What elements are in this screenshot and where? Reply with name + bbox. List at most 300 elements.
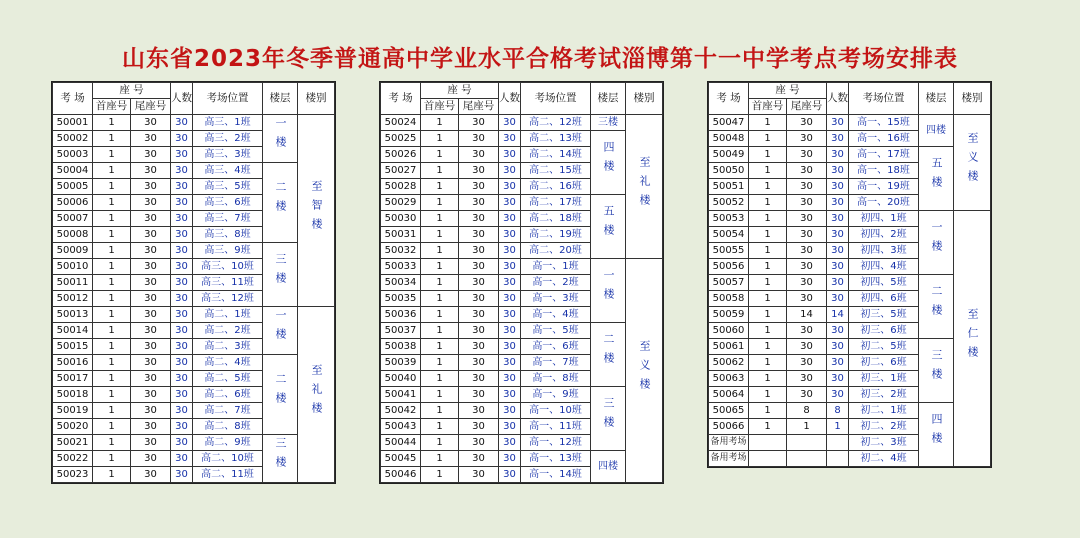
room-location: 高二、7班 [193, 403, 263, 419]
last-seat: 30 [131, 179, 171, 195]
table-row [709, 403, 991, 419]
first-seat: 1 [93, 387, 131, 403]
room-number: 50020 [53, 419, 93, 435]
first-seat: 1 [749, 115, 787, 131]
room-number: 50010 [53, 259, 93, 275]
header-last-seat: 尾座号 [459, 99, 499, 115]
people-count: 30 [171, 227, 193, 243]
building-text: 至义楼 [966, 131, 979, 189]
first-seat: 1 [93, 339, 131, 355]
last-seat: 30 [459, 291, 499, 307]
room-number: 50004 [53, 163, 93, 179]
room-number: 50030 [381, 211, 421, 227]
last-seat: 30 [787, 339, 827, 355]
header-room: 考 场 [53, 83, 93, 115]
header-last-seat: 尾座号 [787, 99, 827, 115]
table-row [53, 163, 335, 179]
exam-table [708, 82, 991, 467]
last-seat: 30 [131, 451, 171, 467]
people-count: 30 [827, 371, 849, 387]
exam-table [52, 82, 335, 483]
people-count: 30 [499, 419, 521, 435]
people-count: 30 [499, 227, 521, 243]
people-count: 30 [827, 179, 849, 195]
table-row [381, 195, 663, 211]
last-seat: 30 [459, 275, 499, 291]
room-location: 高一、17班 [849, 147, 919, 163]
people-count: 30 [499, 147, 521, 163]
first-seat: 1 [749, 227, 787, 243]
last-seat: 30 [131, 355, 171, 371]
room-location: 高一、1班 [521, 259, 591, 275]
last-seat: 30 [131, 339, 171, 355]
people-count: 30 [171, 195, 193, 211]
room-number: 50024 [381, 115, 421, 131]
first-seat: 1 [421, 227, 459, 243]
first-seat: 1 [749, 131, 787, 147]
last-seat: 30 [787, 243, 827, 259]
last-seat: 30 [459, 195, 499, 211]
last-seat: 8 [787, 403, 827, 419]
room-location: 高一、7班 [521, 355, 591, 371]
last-seat: 30 [131, 371, 171, 387]
table-row [53, 243, 335, 259]
header-people: 人数 [827, 83, 849, 115]
room-location: 高三、9班 [193, 243, 263, 259]
room-number: 50055 [709, 243, 749, 259]
room-location: 初四、3班 [849, 243, 919, 259]
room-number: 50043 [381, 419, 421, 435]
last-seat: 30 [459, 451, 499, 467]
header-row [709, 83, 991, 99]
schedule-table-1 [51, 81, 336, 484]
people-count: 30 [171, 419, 193, 435]
last-seat: 30 [131, 403, 171, 419]
first-seat: 1 [421, 195, 459, 211]
people-count: 30 [171, 403, 193, 419]
room-location: 高三、2班 [193, 131, 263, 147]
schedule-table-2 [379, 81, 664, 484]
people-count: 30 [827, 355, 849, 371]
room-location: 初四、2班 [849, 227, 919, 243]
floor-label [263, 355, 298, 435]
people-count: 30 [827, 291, 849, 307]
table-row [53, 435, 335, 451]
last-seat: 30 [459, 131, 499, 147]
people-count: 30 [171, 451, 193, 467]
room-location: 高三、3班 [193, 147, 263, 163]
people-count: 30 [499, 387, 521, 403]
table-row [381, 451, 663, 467]
last-seat: 30 [131, 387, 171, 403]
room-number: 50034 [381, 275, 421, 291]
building-text: 至义楼 [638, 339, 651, 397]
first-seat: 1 [93, 147, 131, 163]
room-number: 50054 [709, 227, 749, 243]
people-count: 30 [171, 163, 193, 179]
room-location: 初二、4班 [849, 451, 919, 467]
first-seat: 1 [749, 387, 787, 403]
room-number: 50051 [709, 179, 749, 195]
table-row [381, 131, 663, 147]
people-count: 30 [171, 275, 193, 291]
first-seat: 1 [93, 275, 131, 291]
room-number: 备用考场 [709, 435, 749, 451]
room-number: 50023 [53, 467, 93, 483]
floor-text: 四楼 [598, 461, 618, 472]
first-seat: 1 [421, 307, 459, 323]
last-seat: 30 [787, 275, 827, 291]
last-seat: 30 [787, 131, 827, 147]
room-number: 50060 [709, 323, 749, 339]
people-count: 30 [171, 371, 193, 387]
people-count: 30 [499, 339, 521, 355]
people-count: 14 [827, 307, 849, 323]
people-count: 30 [827, 323, 849, 339]
people-count: 30 [827, 259, 849, 275]
room-number: 50005 [53, 179, 93, 195]
floor-text: 二楼 [274, 181, 287, 219]
floor-text: 一楼 [602, 269, 615, 307]
room-location: 初二、6班 [849, 355, 919, 371]
room-location: 高二、8班 [193, 419, 263, 435]
last-seat: 30 [459, 419, 499, 435]
table-row [709, 147, 991, 163]
first-seat: 1 [93, 179, 131, 195]
floor-label [591, 451, 626, 483]
people-count: 30 [827, 339, 849, 355]
first-seat: 1 [749, 163, 787, 179]
floor-text: 三楼 [274, 253, 287, 291]
floor-text: 四楼 [602, 141, 615, 179]
building-label [298, 115, 335, 307]
room-number: 50062 [709, 355, 749, 371]
room-location: 高一、15班 [849, 115, 919, 131]
first-seat: 1 [93, 451, 131, 467]
people-count: 30 [499, 195, 521, 211]
first-seat: 1 [749, 371, 787, 387]
header-room: 考 场 [381, 83, 421, 115]
room-location: 高二、18班 [521, 211, 591, 227]
room-location: 高二、19班 [521, 227, 591, 243]
room-location: 高二、15班 [521, 163, 591, 179]
room-location: 初二、2班 [849, 419, 919, 435]
people-count: 30 [499, 211, 521, 227]
floor-text: 二楼 [602, 333, 615, 371]
room-location: 初三、2班 [849, 387, 919, 403]
room-number: 50037 [381, 323, 421, 339]
floor-label [263, 307, 298, 355]
room-location: 初四、1班 [849, 211, 919, 227]
header-first-seat: 首座号 [421, 99, 459, 115]
last-seat: 30 [131, 307, 171, 323]
room-location: 高一、5班 [521, 323, 591, 339]
room-location: 高二、2班 [193, 323, 263, 339]
first-seat: 1 [749, 211, 787, 227]
room-number: 50028 [381, 179, 421, 195]
first-seat: 1 [421, 291, 459, 307]
table-row [381, 323, 663, 339]
room-location: 高二、10班 [193, 451, 263, 467]
room-location: 高三、8班 [193, 227, 263, 243]
building-label [954, 211, 991, 467]
room-number: 50011 [53, 275, 93, 291]
building-label [626, 259, 663, 483]
people-count: 30 [499, 291, 521, 307]
first-seat: 1 [749, 307, 787, 323]
first-seat: 1 [421, 387, 459, 403]
room-number: 50064 [709, 387, 749, 403]
last-seat: 30 [131, 435, 171, 451]
last-seat: 30 [459, 307, 499, 323]
last-seat: 30 [131, 243, 171, 259]
room-number: 50045 [381, 451, 421, 467]
header-room: 考 场 [709, 83, 749, 115]
people-count: 30 [171, 355, 193, 371]
room-location: 高一、14班 [521, 467, 591, 483]
floor-label [919, 115, 954, 147]
room-number: 50046 [381, 467, 421, 483]
first-seat: 1 [421, 259, 459, 275]
people-count: 30 [499, 115, 521, 131]
room-location: 初三、5班 [849, 307, 919, 323]
table-row [381, 387, 663, 403]
room-number: 50001 [53, 115, 93, 131]
floor-label [591, 323, 626, 387]
page-title: 山东省2023年冬季普通高中学业水平合格考试淄博第十一中学考点考场安排表 [121, 46, 958, 72]
first-seat: 1 [93, 435, 131, 451]
floor-label [591, 131, 626, 195]
room-location: 高一、18班 [849, 163, 919, 179]
schedule-table-3 [707, 81, 992, 468]
people-count: 8 [827, 403, 849, 419]
floor-label [919, 339, 954, 403]
room-number: 50009 [53, 243, 93, 259]
people-count: 30 [171, 339, 193, 355]
people-count: 30 [827, 147, 849, 163]
first-seat: 1 [421, 323, 459, 339]
first-seat: 1 [421, 451, 459, 467]
room-number: 50038 [381, 339, 421, 355]
people-count: 30 [499, 275, 521, 291]
room-location: 初二、5班 [849, 339, 919, 355]
last-seat: 30 [131, 211, 171, 227]
header-building: 楼别 [954, 83, 991, 115]
floor-label [263, 115, 298, 163]
first-seat: 1 [421, 147, 459, 163]
last-seat: 30 [787, 211, 827, 227]
first-seat: 1 [421, 275, 459, 291]
last-seat: 30 [459, 355, 499, 371]
floor-label [919, 275, 954, 339]
building-text: 至礼楼 [638, 155, 651, 213]
last-seat: 30 [131, 147, 171, 163]
room-number: 50050 [709, 163, 749, 179]
room-number: 50029 [381, 195, 421, 211]
room-number: 50058 [709, 291, 749, 307]
first-seat: 1 [93, 163, 131, 179]
last-seat [787, 435, 827, 451]
room-location: 初三、1班 [849, 371, 919, 387]
room-location: 初四、5班 [849, 275, 919, 291]
floor-label [591, 195, 626, 259]
room-number: 50006 [53, 195, 93, 211]
room-location: 高一、19班 [849, 179, 919, 195]
people-count: 30 [827, 387, 849, 403]
room-location: 高一、8班 [521, 371, 591, 387]
room-location: 高二、11班 [193, 467, 263, 483]
header-people: 人数 [171, 83, 193, 115]
first-seat: 1 [749, 323, 787, 339]
first-seat: 1 [421, 131, 459, 147]
table-row [709, 211, 991, 227]
room-number: 50003 [53, 147, 93, 163]
first-seat: 1 [93, 291, 131, 307]
room-number: 50063 [709, 371, 749, 387]
header-floor: 楼层 [591, 83, 626, 115]
last-seat: 30 [459, 211, 499, 227]
people-count: 30 [499, 371, 521, 387]
room-number: 50015 [53, 339, 93, 355]
room-location: 高二、3班 [193, 339, 263, 355]
last-seat: 30 [459, 435, 499, 451]
people-count: 30 [171, 387, 193, 403]
room-number: 50021 [53, 435, 93, 451]
last-seat: 30 [787, 291, 827, 307]
room-location: 初二、1班 [849, 403, 919, 419]
people-count: 30 [827, 243, 849, 259]
table-row [53, 115, 335, 131]
room-location: 高三、11班 [193, 275, 263, 291]
room-number: 50027 [381, 163, 421, 179]
people-count: 30 [171, 179, 193, 195]
floor-label [263, 435, 298, 483]
room-number: 50016 [53, 355, 93, 371]
room-location: 高三、7班 [193, 211, 263, 227]
room-location: 高一、3班 [521, 291, 591, 307]
first-seat: 1 [749, 243, 787, 259]
floor-label [263, 163, 298, 243]
room-number: 备用考场 [709, 451, 749, 467]
floor-text: 四楼 [926, 125, 946, 136]
building-label [298, 307, 335, 483]
room-number: 50036 [381, 307, 421, 323]
last-seat: 30 [459, 467, 499, 483]
table-row [709, 115, 991, 131]
room-number: 50026 [381, 147, 421, 163]
room-number: 50052 [709, 195, 749, 211]
last-seat: 30 [787, 227, 827, 243]
last-seat: 30 [459, 259, 499, 275]
header-people: 人数 [499, 83, 521, 115]
header-seat: 座 号 [93, 83, 171, 99]
first-seat: 1 [93, 227, 131, 243]
first-seat: 1 [749, 179, 787, 195]
floor-text: 三楼 [274, 437, 287, 475]
floor-text: 三楼 [602, 397, 615, 435]
room-number: 50014 [53, 323, 93, 339]
people-count: 30 [827, 115, 849, 131]
floor-label [919, 403, 954, 467]
room-number: 50012 [53, 291, 93, 307]
floor-text: 二楼 [274, 373, 287, 411]
first-seat [749, 435, 787, 451]
last-seat: 30 [459, 115, 499, 131]
floor-label [263, 243, 298, 307]
first-seat: 1 [749, 419, 787, 435]
last-seat: 30 [787, 371, 827, 387]
floor-label [591, 387, 626, 451]
room-location: 高一、13班 [521, 451, 591, 467]
room-location: 高三、4班 [193, 163, 263, 179]
room-location: 高一、16班 [849, 131, 919, 147]
last-seat: 30 [131, 419, 171, 435]
people-count: 30 [171, 435, 193, 451]
last-seat: 30 [459, 147, 499, 163]
room-location: 高一、9班 [521, 387, 591, 403]
room-location: 高一、10班 [521, 403, 591, 419]
building-text: 至礼楼 [310, 363, 323, 421]
last-seat: 30 [787, 387, 827, 403]
last-seat: 30 [459, 179, 499, 195]
last-seat: 30 [787, 355, 827, 371]
first-seat: 1 [93, 211, 131, 227]
last-seat: 30 [459, 227, 499, 243]
first-seat: 1 [93, 115, 131, 131]
room-number: 50018 [53, 387, 93, 403]
first-seat: 1 [749, 259, 787, 275]
last-seat: 30 [459, 243, 499, 259]
room-number: 50061 [709, 339, 749, 355]
room-number: 50013 [53, 307, 93, 323]
room-location: 高二、13班 [521, 131, 591, 147]
table-row [381, 115, 663, 131]
room-location: 初二、3班 [849, 435, 919, 451]
people-count: 30 [171, 115, 193, 131]
people-count: 30 [827, 131, 849, 147]
first-seat: 1 [93, 307, 131, 323]
first-seat: 1 [93, 259, 131, 275]
people-count: 30 [499, 435, 521, 451]
header-row [381, 83, 663, 99]
room-number: 50059 [709, 307, 749, 323]
people-count: 30 [499, 259, 521, 275]
last-seat: 14 [787, 307, 827, 323]
people-count: 30 [171, 243, 193, 259]
people-count: 30 [171, 147, 193, 163]
room-location: 高二、20班 [521, 243, 591, 259]
room-location: 高三、1班 [193, 115, 263, 131]
room-location: 高二、16班 [521, 179, 591, 195]
header-location: 考场位置 [193, 83, 263, 115]
last-seat: 30 [131, 275, 171, 291]
first-seat: 1 [93, 323, 131, 339]
first-seat: 1 [421, 163, 459, 179]
room-number: 50066 [709, 419, 749, 435]
people-count: 30 [171, 307, 193, 323]
room-number: 50017 [53, 371, 93, 387]
floor-text: 二楼 [930, 285, 943, 323]
header-floor: 楼层 [919, 83, 954, 115]
people-count: 30 [499, 307, 521, 323]
last-seat: 1 [787, 419, 827, 435]
building-label [954, 115, 991, 211]
room-location: 高一、20班 [849, 195, 919, 211]
first-seat: 1 [421, 339, 459, 355]
table-row [53, 355, 335, 371]
people-count: 30 [827, 163, 849, 179]
people-count: 30 [499, 243, 521, 259]
